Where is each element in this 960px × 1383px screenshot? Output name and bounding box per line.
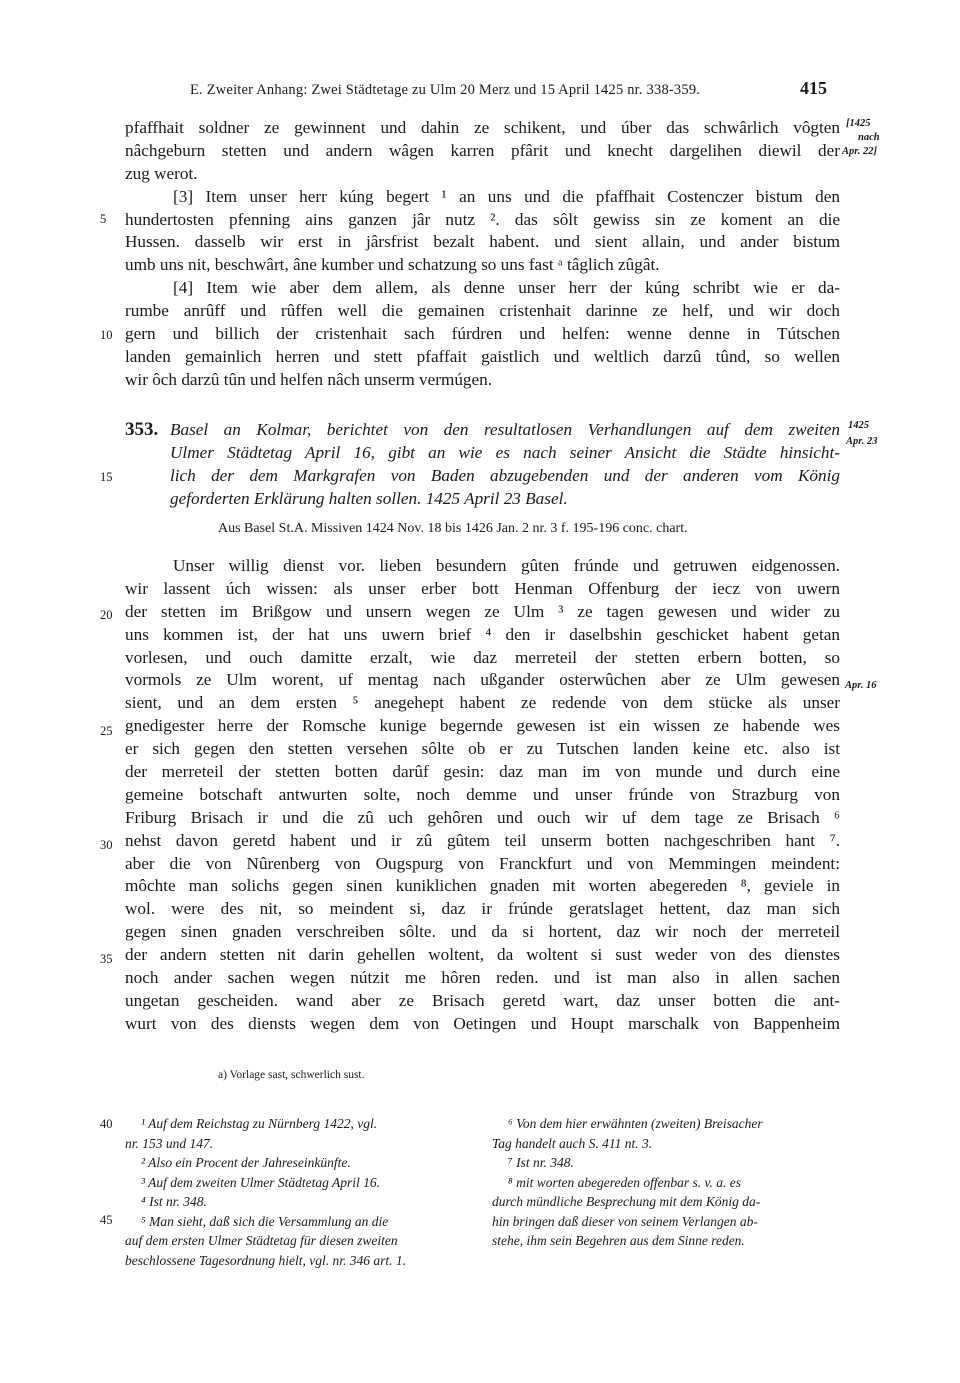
text-line: nehst davon geretd habent und ir zû gûtem teil unserm botten nachgeschriben hant ⁷. [125, 830, 840, 850]
text-line: uns kommen ist, der hat uns uwern brief ⁴ den ir daselbshin geschicket habent getan [125, 624, 840, 644]
text-line: wol. were des nit, so meindent si, daz ir frúnde geratslaget hettent, daz man sich [125, 899, 840, 919]
text-line: umb uns nit, beschwârt, âne kumber und schatzung so uns fast ᵃ tâglich zûgât. [125, 255, 660, 275]
margin-date: Apr. 22] [842, 146, 878, 157]
margin-date: Apr. 16 [845, 680, 877, 691]
text-line: er sich gegen den stetten versehen sôlte ob er zu Tutschen landen keine etc. also ist [125, 739, 840, 759]
margin-date: 1425 [848, 420, 869, 431]
summary-line: Ulmer Städtetag April 16, gibt an wie es nach seiner Ansicht die Städte hinsicht- [170, 443, 840, 462]
summary-line: geforderten Erklärung halten sollen. 1425 April 23 Basel. [170, 489, 568, 508]
footnote-line: ⁸ mit worten abegereden offenbar s. v. a. es [508, 1174, 742, 1190]
textual-note: a) Vorlage sast, schwerlich sust. [218, 1069, 365, 1081]
text-line: wurt von des diensts wegen dem von Oetingen und Houpt marschalk von Bappenheim [125, 1013, 840, 1033]
footnote-line: ³ Auf dem zweiten Ulmer Städtetag April 16. [141, 1174, 381, 1190]
text-line: zug werot. [125, 163, 198, 183]
text-line: ungetan gescheiden. wand aber ze Brisach geretd wart, daz unser botten die ant- [125, 990, 840, 1010]
text-line: noch ander sachen wegen nútzit me hôren reden. und ist man also in allen sachen [125, 968, 840, 988]
line-number: 5 [100, 212, 107, 226]
text-line: landen gemainlich herren und stett pfaffait gaistlich und weltlich darzû tûnd, so wellen [125, 346, 840, 366]
document-number: 353. [125, 419, 159, 440]
text-line: der merreteil der stetten botten darûf gesin: daz man im von munde und durch eine [125, 762, 840, 782]
text-line: [4] Item wie aber dem allem, als denne unser herr der kúng schribt wie er da- [173, 278, 840, 298]
line-number: 15 [100, 470, 113, 484]
footnote-line: ⁵ Man sieht, daß sich die Versammlung an die [141, 1213, 389, 1229]
source-note: Aus Basel St.A. Missiven 1424 Nov. 18 bis 1426 Jan. 2 nr. 3 f. 195-196 conc. chart. [218, 521, 688, 536]
text-line: nâchgeburn stetten und andern wâgen karren pfârit und knecht dargelihen diewil der [125, 140, 840, 160]
text-line: pfaffhait soldner ze gewinnent und dahin ze schikent, und úber das schwârlich vôgten [125, 118, 840, 137]
text-line: gegen sinen gnaden verschreiben sôlte. und da si hortent, daz wir noch der merreteil [125, 922, 840, 942]
margin-date: Apr. 23 [846, 436, 878, 447]
footnote-line: auf dem ersten Ulmer Städtetag für diesen zweiten [125, 1233, 398, 1248]
footnote-line: ⁴ Ist nr. 348. [141, 1194, 207, 1209]
footnote-line: ¹ Auf dem Reichstag zu Nürnberg 1422, vgl. [141, 1116, 378, 1131]
text-line: Friburg Brisach ir und die zû uch gehôren und ouch wir uf dem tage ze Brisach ⁶ [125, 807, 840, 827]
line-number: 30 [100, 838, 113, 852]
margin-date: [1425 [846, 118, 871, 129]
text-line: rumbe anrûff und rûffen well die gemainen cristenhait darinne ze helf, und wir doch [125, 301, 840, 321]
line-number: 35 [100, 952, 113, 966]
summary-line: Basel an Kolmar, berichtet von den resultatlosen Verhandlungen auf dem zweiten [170, 420, 840, 439]
line-number: 20 [100, 608, 113, 622]
text-line: wir lassent úch wissen: als unser erber bott Henman Offenburg der iecz von uwern [125, 578, 840, 598]
text-line: Hussen. dasselb wir erst in jârsfrist bezalt habent. und sient allain, und ander bistum [125, 232, 840, 252]
text-line: hundertosten pfenning ains ganzen jâr nutz ². das sôlt gewiss sin ze koment an die [125, 209, 840, 229]
text-line: vormols ze Ulm worent, uf mentag nach ußgander osterwûchen aber ze Ulm gewesen [125, 670, 840, 690]
footnote-line: durch mündliche Besprechung mit dem König da- [492, 1194, 761, 1209]
running-header: E. Zweiter Anhang: Zwei Städtetage zu Ulm 20 Merz und 15 April 1425 nr. 338-359. [190, 82, 701, 98]
line-number: 10 [100, 328, 113, 342]
footnote-line: beschlossene Tagesordnung hielt, vgl. nr. 346 art. 1. [125, 1252, 406, 1268]
footnotes-right [492, 1114, 842, 1251]
document-summary [170, 418, 840, 510]
summary-line: lich der dem Markgrafen von Baden abzugebenden und der anderen vom König [170, 466, 840, 485]
margin-date: nach [858, 132, 880, 143]
page-number: 415 [800, 78, 827, 98]
line-number: 40 [100, 1117, 113, 1131]
footnote-line: hin bringen daß dieser von seinem Verlangen ab- [492, 1213, 758, 1229]
text-line: gemeine botschaft antwurten solte, noch demme und unser frúnde von Strazburg von [125, 784, 840, 804]
text-line: gnedigester herre der Romsche kunige begernde gewesen ist ein wissen ze habende wes [125, 716, 840, 736]
footnotes-left [125, 1114, 475, 1270]
text-line: môchte man solichs gegen sinen kuniklichen gnaden mit worten abegereden ⁸, geviele in [125, 876, 840, 896]
text-line: vorlesen, und ouch damitte erzalt, wie daz merreteil der stetten erbern botten, so [125, 647, 840, 667]
text-block-previous-document [125, 117, 840, 392]
footnote-line: Tag handelt auch S. 411 nt. 3. [492, 1135, 653, 1151]
text-line: wir ôch darzû tûn und helfen nâch unserm vermúgen. [125, 369, 493, 389]
text-block-document-353 [125, 555, 840, 1036]
footnote-line: ⁶ Von dem hier erwähnten (zweiten) Breisacher [508, 1116, 763, 1131]
text-line: Unser willig dienst vor. lieben besundern gûten frúnde und getruwen eidgenossen. [173, 556, 840, 575]
footnote-line: nr. 153 und 147. [125, 1135, 214, 1151]
text-line: [3] Item unser herr kúng begert ¹ an uns und die pfaffhait Costenczer bistum den [173, 186, 840, 206]
text-line: der andern stetten nit darin gehellen woltent, da woltent si sust weder von des dienstes [125, 945, 840, 965]
line-number: 45 [100, 1213, 113, 1227]
text-line: aber die von Nûrenberg von Ougspurg von Franckfurt und von Memmingen meindent: [125, 853, 840, 873]
text-line: der stetten im Brißgow und unsern wegen ze Ulm ³ ze tagen gewesen und wider zu [125, 601, 840, 621]
line-number: 25 [100, 724, 113, 738]
footnote-line: ⁷ Ist nr. 348. [508, 1155, 574, 1170]
text-line: sient, und an dem ersten ⁵ anegehept habent ze redende von dem stücke als unser [125, 693, 840, 713]
footnote-line: stehe, ihm sein Begehren aus dem Sinne reden. [492, 1233, 745, 1248]
text-line: gern und billich der cristenhait sach fúrdren und helfen: wenne denne in Tútschen [125, 324, 840, 344]
footnote-line: ² Also ein Procent der Jahreseinkünfte. [141, 1155, 351, 1170]
